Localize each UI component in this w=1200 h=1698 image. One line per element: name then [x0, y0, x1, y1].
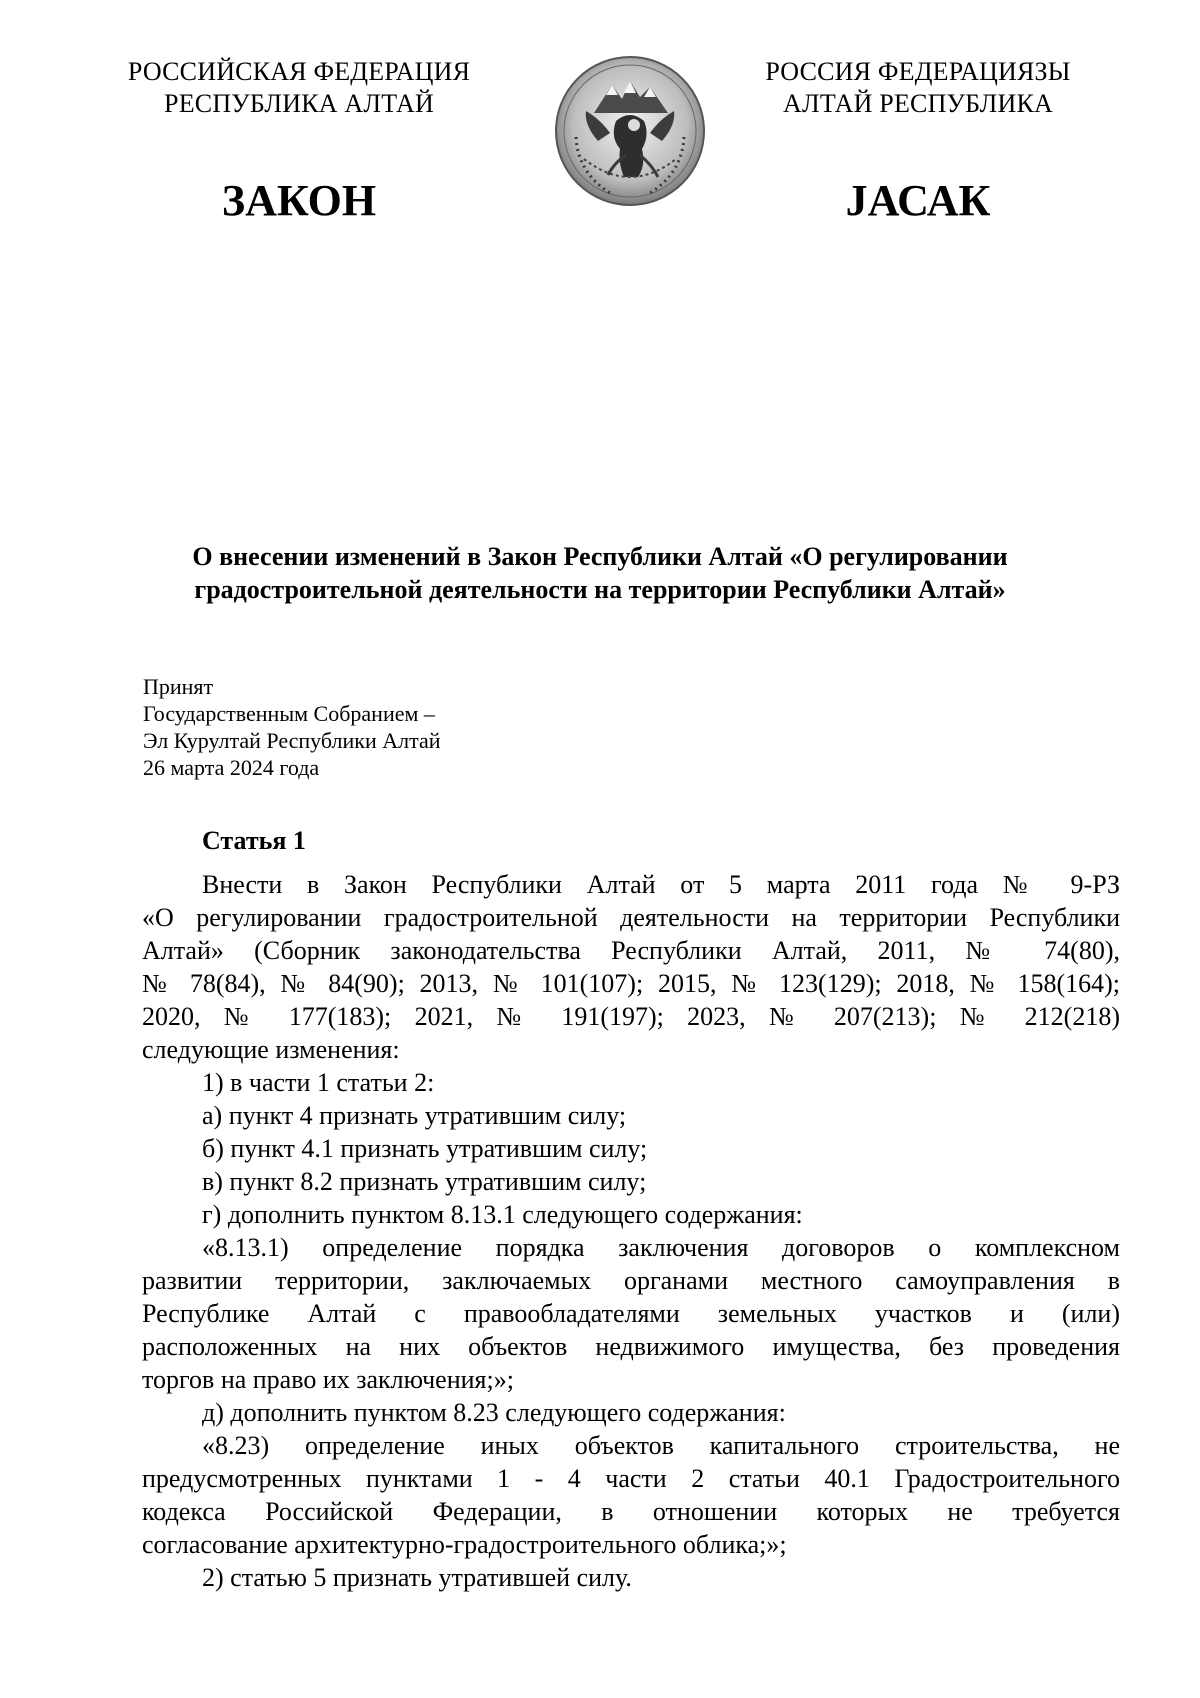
- article-heading: Статья 1: [202, 826, 306, 855]
- document-title: [140, 540, 1060, 606]
- article-line: развитии территории, заключаемых органами местного самоуправления в: [142, 1266, 1120, 1295]
- article-line: 2020, № 177(183); 2021, № 191(197); 2023, № 207(213); № 212(218): [142, 1002, 1120, 1031]
- article-line: расположенных на них объектов недвижимого имущества, без проведения: [142, 1332, 1120, 1361]
- article-line: 2) статью 5 признать утратившей силу.: [202, 1563, 632, 1592]
- article-line: 1) в части 1 статьи 2:: [202, 1068, 435, 1097]
- article-line: а) пункт 4 признать утратившим силу;: [202, 1101, 627, 1130]
- article-line: в) пункт 8.2 признать утратившим силу;: [202, 1167, 647, 1196]
- law-word-altai: JАСАК: [845, 176, 991, 225]
- altai-republic-coat-of-arms-icon: [554, 55, 706, 207]
- article-line: б) пункт 4.1 признать утратившим силу;: [202, 1134, 648, 1163]
- header-left-line: РЕСПУБЛИКА АЛТАЙ: [164, 89, 434, 118]
- header-right-line: РОССИЯ ФЕДЕРАЦИЯЗЫ: [765, 57, 1071, 86]
- title-line: О внесении изменений в Закон Республики Алтай «О регулировании: [192, 542, 1008, 571]
- article-line: № 78(84), № 84(90); 2013, № 101(107); 2015, № 123(129); 2018, № 158(164);: [142, 969, 1120, 998]
- adoption-line: Эл Курултай Республики Алтай: [143, 728, 441, 753]
- article-line: торгов на право их заключения;»;: [142, 1365, 514, 1394]
- header-right-line: АЛТАЙ РЕСПУБЛИКА: [783, 89, 1053, 118]
- title-line: градостроительной деятельности на территории Республики Алтай»: [194, 575, 1006, 604]
- article-line: «8.23) определение иных объектов капитального строительства, не: [202, 1431, 1120, 1460]
- article-line: «О регулировании градостроительной деятельности на территории Республики: [142, 903, 1120, 932]
- article-line: Республике Алтай с правообладателями земельных участков и (или): [142, 1299, 1120, 1328]
- adoption-line: Государственным Собранием –: [143, 701, 435, 726]
- article-line: предусмотренных пунктами 1 - 4 части 2 статьи 40.1 Градостроительного: [142, 1464, 1120, 1493]
- article-line: согласование архитектурно-градостроительного облика;»;: [142, 1530, 787, 1559]
- article-line: Алтай» (Сборник законодательства Республики Алтай, 2011, № 74(80),: [142, 936, 1120, 965]
- header-left-line: РОССИЙСКАЯ ФЕДЕРАЦИЯ: [127, 57, 471, 86]
- article-line: г) дополнить пунктом 8.13.1 следующего содержания:: [202, 1200, 803, 1229]
- article-body: [142, 868, 1120, 1594]
- law-word-russian: ЗАКОН: [221, 176, 377, 225]
- header-right: [698, 56, 1138, 120]
- article-line: кодекса Российской Федерации, в отношении которых не требуется: [142, 1497, 1120, 1526]
- adoption-line: Принят: [143, 674, 214, 699]
- article-line: д) дополнить пунктом 8.23 следующего содержания:: [202, 1398, 786, 1427]
- header-left: [79, 56, 519, 120]
- article-line: «8.13.1) определение порядка заключения договоров о комплексном: [202, 1233, 1120, 1262]
- article-line: следующие изменения:: [142, 1035, 400, 1064]
- adoption-date: 26 марта 2024 года: [143, 755, 320, 780]
- adoption-block: [143, 673, 441, 781]
- article-line: Внести в Закон Республики Алтай от 5 марта 2011 года № 9-РЗ: [202, 870, 1120, 899]
